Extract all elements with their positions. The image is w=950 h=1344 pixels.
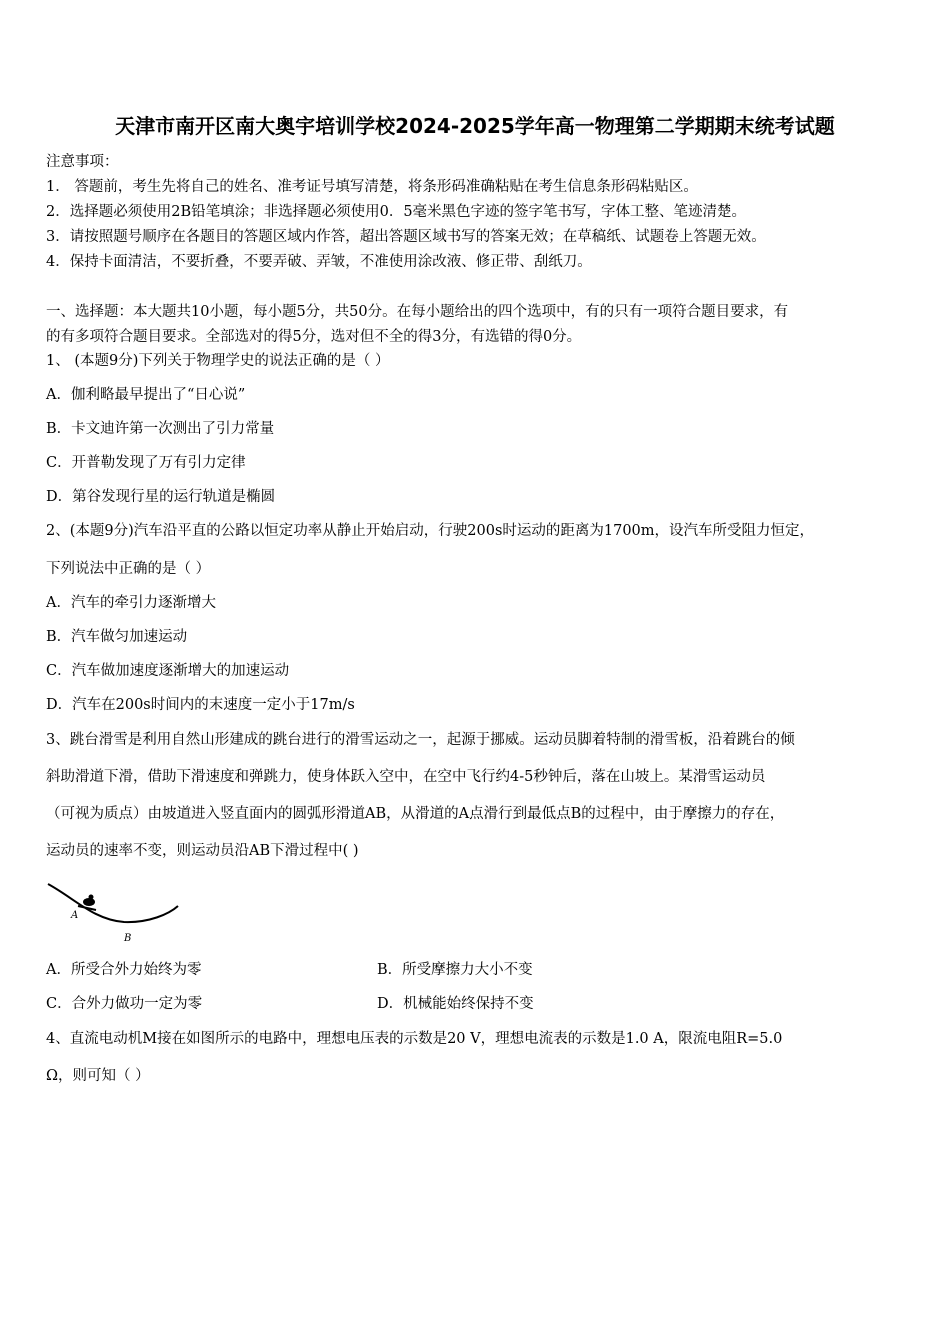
- question-3-stem: 3、跳台滑雪是利用自然山形建成的跳台进行的滑雪运动之一，起源于挪威。运动员脚着特制的滑雪板，沿着跳台的倾: [46, 732, 795, 748]
- question-2-option: A．汽车的牵引力逐渐增大: [46, 595, 216, 611]
- page-title: 天津市南开区南大奥宇培训学校2024-2025学年高一物理第二学期期末统考试题: [115, 114, 835, 138]
- notice-item: 1． 答题前，考生先将自己的姓名、准考证号填写清楚，将条形码准确粘贴在考生信息条形码粘贴区。: [46, 179, 698, 195]
- question-3-stem: （可视为质点）由坡道进入竖直面内的圆弧形滑道AB，从滑道的A点滑行到最低点B的过程中，由于摩擦力的存在，: [46, 806, 785, 822]
- arc-track: [48, 884, 178, 922]
- point-a-label: A: [71, 910, 79, 921]
- question-3-stem: 运动员的速率不变，则运动员沿AB下滑过程中( ): [46, 843, 359, 859]
- question-3-option: B．所受摩擦力大小不变: [377, 962, 533, 978]
- ski-slope-figure: [44, 876, 184, 948]
- notice-item: 2．选择题必须使用2B铅笔填涂；非选择题必须使用0．5毫米黑色字迹的签字笔书写，字体工整、笔迹清楚。: [46, 204, 747, 220]
- question-4-stem: 4、直流电动机M接在如图所示的电路中，理想电压表的示数是20 V，理想电流表的示数是1.0 A，限流电阻R=5.0: [46, 1031, 783, 1047]
- question-3-option: C．合外力做功一定为零: [46, 996, 203, 1012]
- section-intro: 一、选择题：本大题共10小题，每小题5分，共50分。在每小题给出的四个选项中，有的只有一项符合题目要求，有: [46, 304, 789, 320]
- notice-heading: 注意事项：: [46, 154, 119, 170]
- question-2-option: B．汽车做匀加速运动: [46, 629, 188, 645]
- question-2-stem: 下列说法中正确的是（ ）: [46, 561, 211, 577]
- question-1-option: D．第谷发现行星的运行轨道是椭圆: [46, 489, 276, 505]
- question-4-stem: Ω，则可知（ ）: [46, 1068, 150, 1084]
- question-2-stem: 2、(本题9分)汽车沿平直的公路以恒定功率从静止开始启动，行驶200s时运动的距离为1700m，设汽车所受阻力恒定，: [46, 523, 815, 539]
- section-intro: 的有多项符合题目要求。全部选对的得5分，选对但不全的得3分，有选错的得0分。: [46, 329, 582, 345]
- question-3-option: D．机械能始终保持不变: [377, 996, 534, 1012]
- question-3-option: A．所受合外力始终为零: [46, 962, 202, 978]
- question-1-stem: 1、 (本题9分)下列关于物理学史的说法正确的是（ ）: [46, 353, 390, 369]
- skier-icon: [78, 895, 96, 911]
- point-b-label: B: [124, 933, 132, 944]
- notice-item: 4．保持卡面清洁，不要折叠，不要弄破、弄皱，不准使用涂改液、修正带、刮纸刀。: [46, 254, 592, 270]
- question-1-option: A．伽利略最早提出了“日心说”: [46, 387, 246, 403]
- question-1-option: C．开普勒发现了万有引力定律: [46, 455, 246, 471]
- question-2-option: D．汽车在200s时间内的末速度一定小于17m/s: [46, 697, 355, 713]
- question-3-stem: 斜助滑道下滑，借助下滑速度和弹跳力，使身体跃入空中，在空中飞行约4-5秒钟后，落在山坡上。某滑雪运动员: [46, 769, 766, 785]
- question-2-option: C．汽车做加速度逐渐增大的加速运动: [46, 663, 290, 679]
- notice-item: 3．请按照题号顺序在各题目的答题区域内作答，超出答题区域书写的答案无效；在草稿纸、试题卷上答题无效。: [46, 229, 766, 245]
- question-1-option: B．卡文迪许第一次测出了引力常量: [46, 421, 275, 437]
